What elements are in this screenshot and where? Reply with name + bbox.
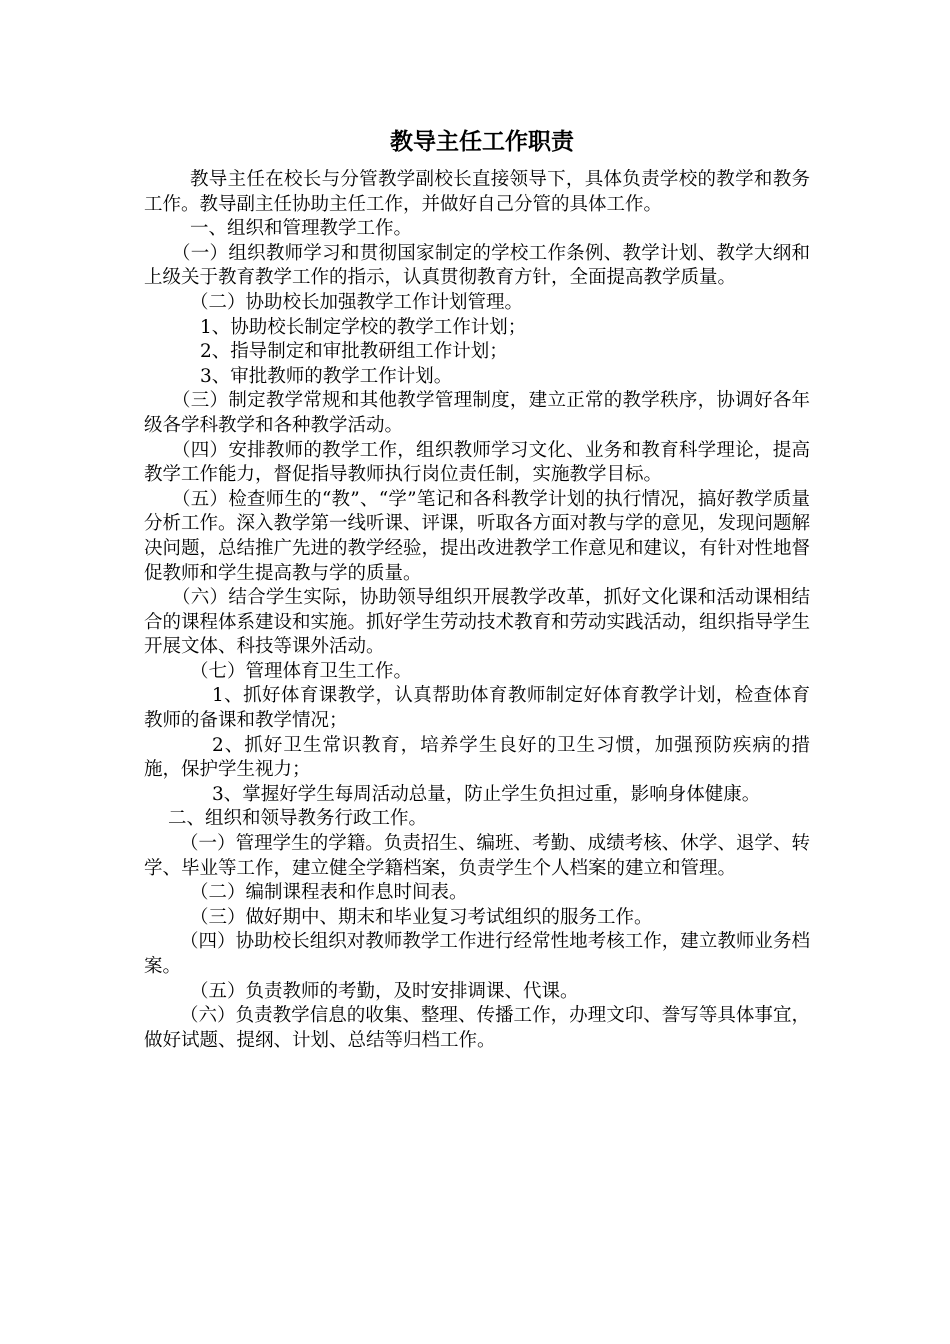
document-paragraph: 3、掌握好学生每周活动总量，防止学生负担过重，影响身体健康。 — [212, 783, 761, 805]
document-paragraph: （二）协助校长加强教学工作计划管理。 — [190, 291, 524, 313]
document-paragraph: 1、协助校长制定学校的教学工作计划； — [200, 316, 527, 338]
document-paragraph: 3、审批教师的教学工作计划。 — [200, 365, 453, 387]
document-paragraph: （七）管理体育卫生工作。 — [190, 660, 413, 682]
document-paragraph: （六）负责教学信息的收集、整理、传播工作，办理文印、誊写等具体事宜，做好试题、提纲、计划、总结等归档工作。 — [144, 1005, 810, 1051]
document-paragraph: （五）负责教师的考勤，及时安排调课、代课。 — [190, 980, 579, 1002]
document-paragraph: （四）安排教师的教学工作，组织教师学习文化、业务和教育科学理论，提高教学工作能力，督促指导教师执行岗位责任制，实施教学目标。 — [144, 439, 810, 486]
document-paragraph: （三）做好期中、期末和毕业复习考试组织的服务工作。 — [190, 906, 653, 928]
document-title: 教导主任工作职责 — [390, 129, 574, 155]
document-paragraph: 二、组织和领导教务行政工作。 — [168, 808, 428, 830]
document-paragraph: 2、指导制定和审批教研组工作计划； — [200, 341, 508, 363]
document-paragraph: 2、抓好卫生常识教育，培养学生良好的卫生习惯，加强预防疾病的措施，保护学生视力； — [144, 734, 810, 781]
document-page — [144, 128, 810, 1053]
document-paragraph: 一、组织和管理教学工作。 — [190, 218, 413, 240]
document-paragraph: （二）编制课程表和作息时间表。 — [190, 882, 468, 904]
document-paragraph: （四）协助校长组织对教师教学工作进行经常性地考核工作，建立教师业务档案。 — [144, 931, 810, 977]
document-paragraph: （三）制定教学常规和其他教学管理制度，建立正常的教学秩序，协调好各年级各学科教学和各种教学活动。 — [144, 390, 810, 436]
document-paragraph: （五）检查师生的“教”、“学”笔记和各科教学计划的执行情况，搞好教学质量分析工作。深入教学第一线听课、评课，听取各方面对教与学的意见，发现问题解决问题，总结推广先进的教学经验，提出改进教学工作意见和建议，有针对性地督促教师和学生提高教与学的质量。 — [144, 488, 811, 584]
document-paragraph: 教导主任在校长与分管教学副校长直接领导下，具体负责学校的教学和教务工作。教导副主任协助主任工作，并做好自己分管的具体工作。 — [144, 169, 810, 215]
document-paragraph: （一）管理学生的学籍。负责招生、编班、考勤、成绩考核、休学、退学、转学、毕业等工作，建立健全学籍档案，负责学生个人档案的建立和管理。 — [144, 833, 810, 879]
document-paragraph: （六）结合学生实际，协助领导组织开展教学改革，抓好文化课和活动课相结合的课程体系建设和实施。抓好学生劳动技术教育和劳动实践活动，组织指导学生开展文体、科技等课外活动。 — [144, 587, 811, 658]
document-body — [144, 168, 810, 1053]
document-paragraph: （一）组织教师学习和贯彻国家制定的学校工作条例、教学计划、教学大纲和上级关于教育教学工作的指示，认真贯彻教育方针，全面提高教学质量。 — [144, 242, 810, 289]
document-paragraph: 1、抓好体育课教学，认真帮助体育教师制定好体育教学计划，检查体育教师的备课和教学情况； — [144, 685, 810, 732]
